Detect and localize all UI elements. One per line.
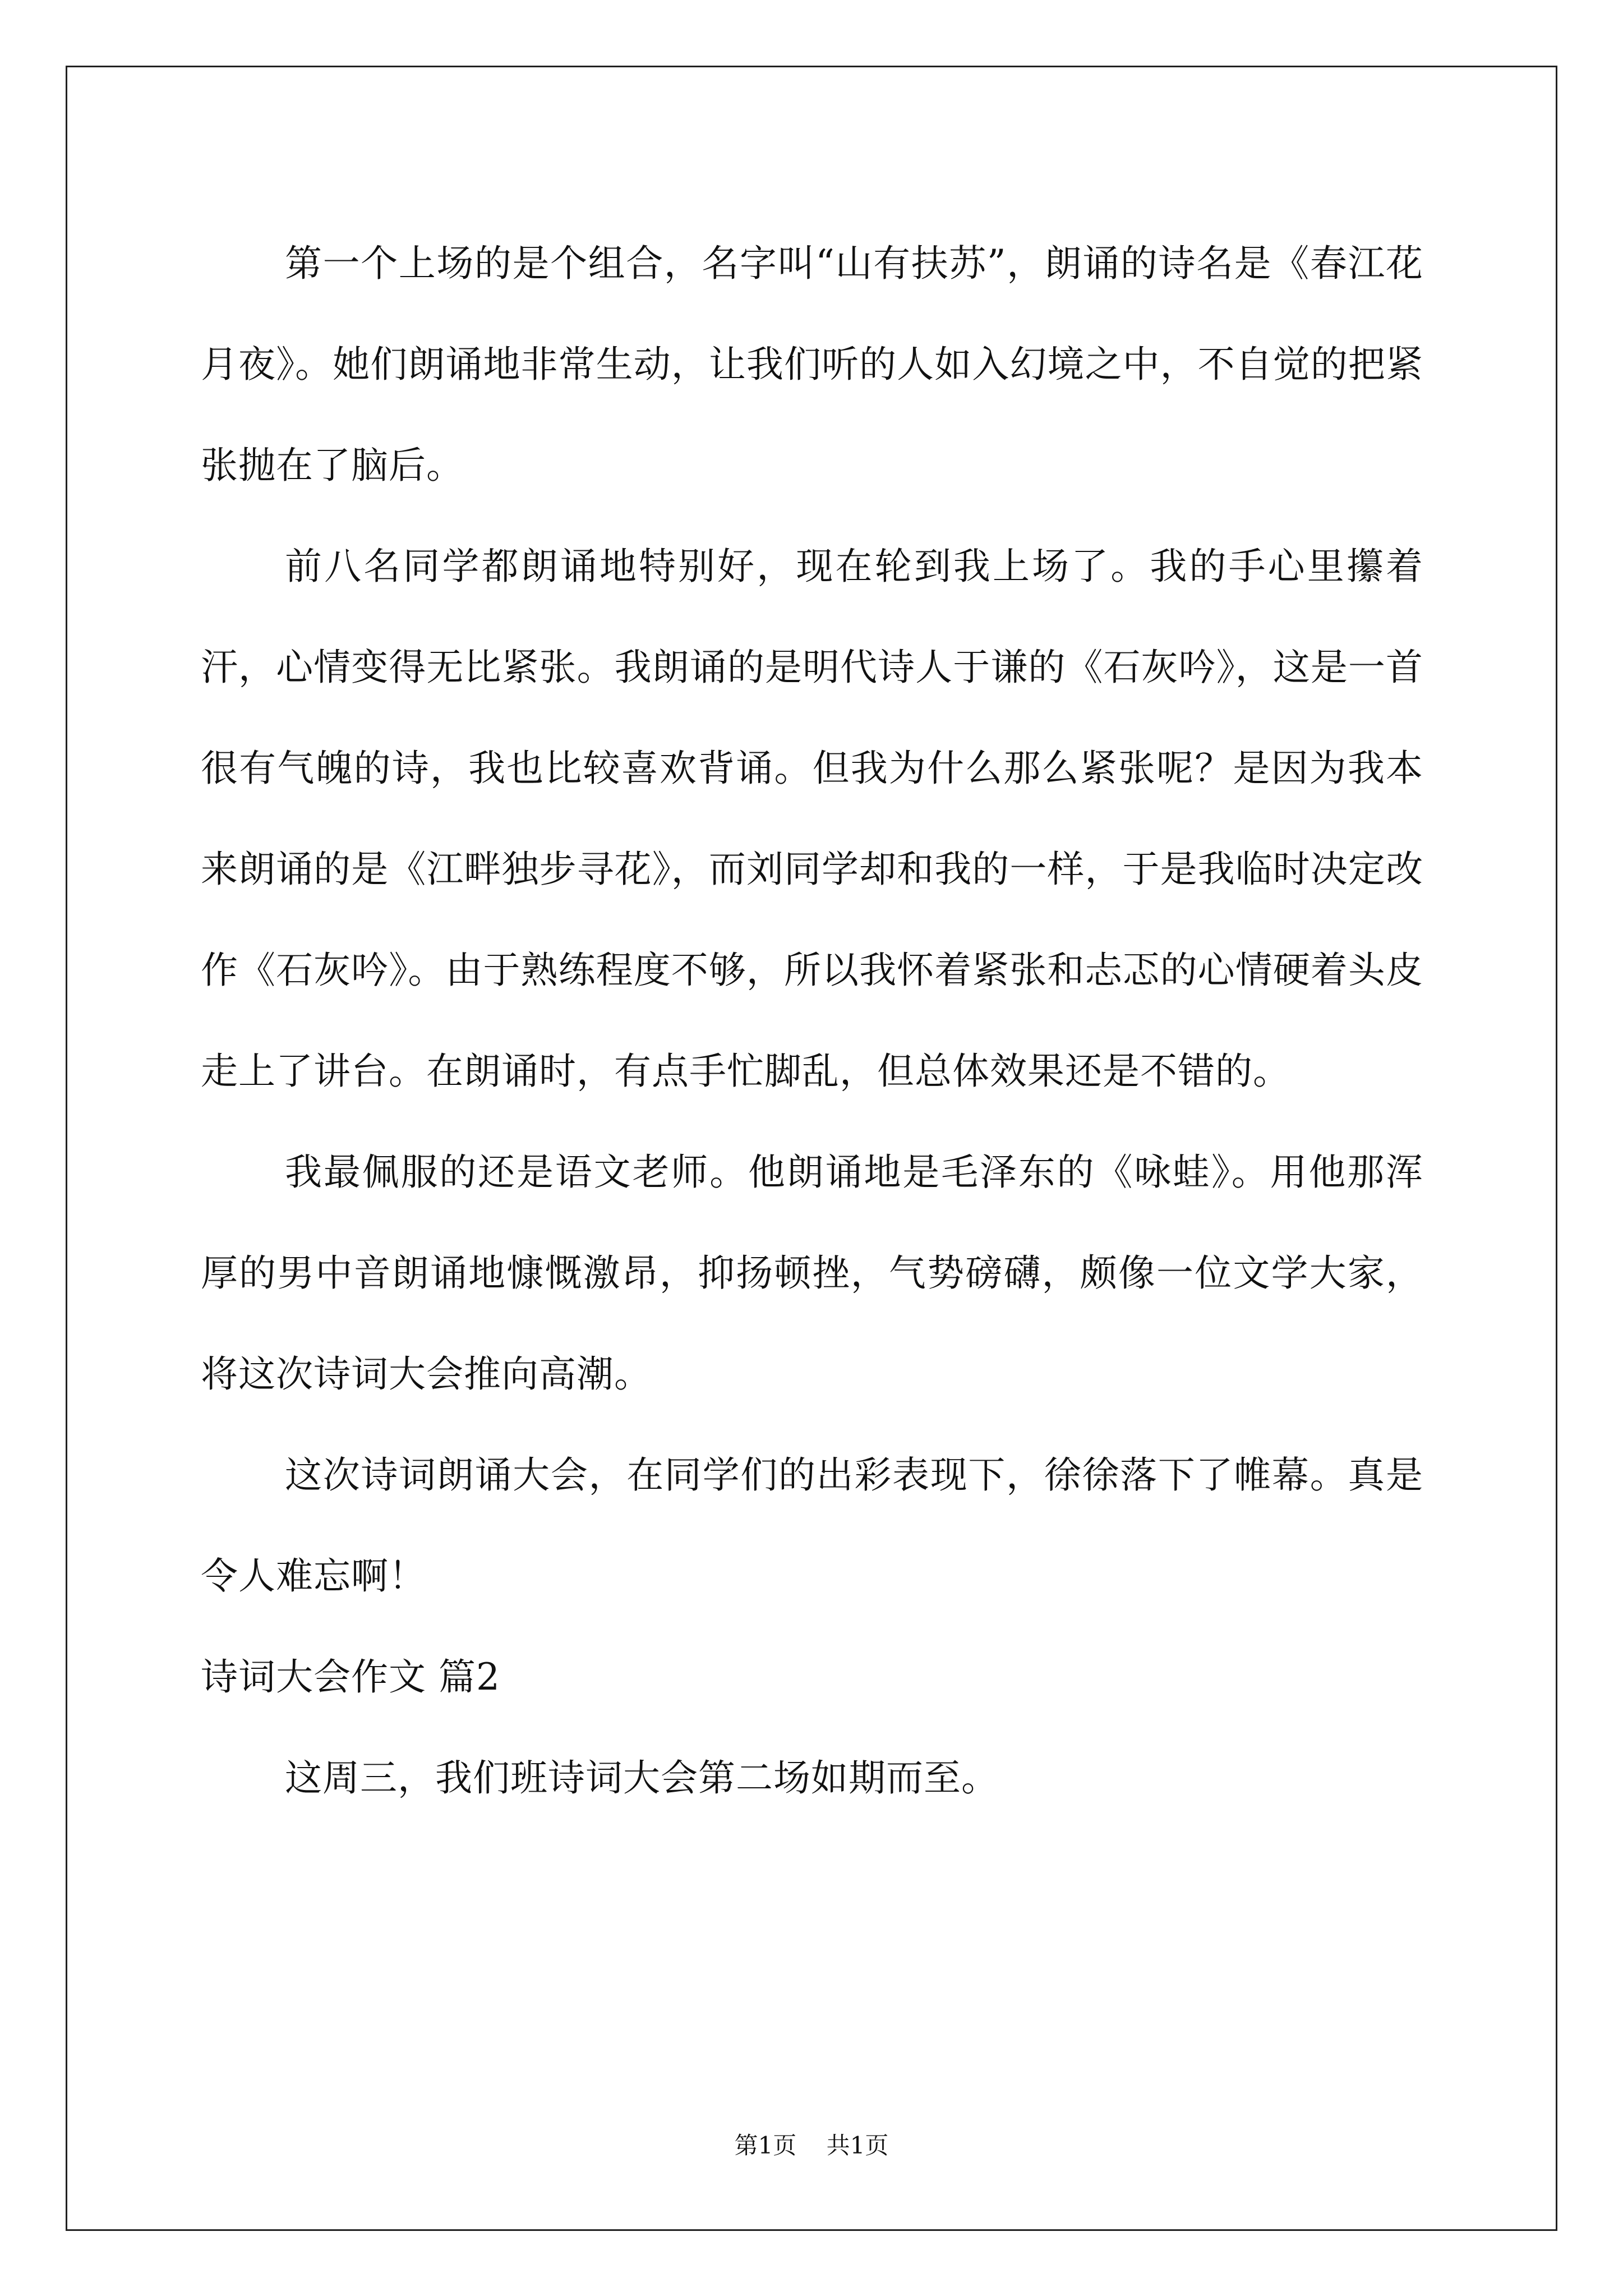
section-heading: 诗词大会作文 篇2 <box>201 1655 500 1699</box>
page-footer <box>0 2129 1623 2162</box>
paragraph-3: 我最佩服的还是语文老师。他朗诵地是毛泽东的《咏蛙》。用他那浑厚的男中音朗诵地慷慨激昂，抑扬顿挫，气势磅礴，颇像一位文学大家，将这次诗词大会推向高潮。 <box>201 1151 1423 1396</box>
paragraph-1: 第一个上场的是个组合，名字叫“山有扶苏”，朗诵的诗名是《春江花月夜》。她们朗诵地非常生动，让我们听的人如入幻境之中，不自觉的把紧张抛在了脑后。 <box>201 242 1423 487</box>
page-number-total: 共1页 <box>826 2132 889 2159</box>
paragraph-2: 前八名同学都朗诵地特别好，现在轮到我上场了。我的手心里攥着汗，心情变得无比紧张。我朗诵的是明代诗人于谦的《石灰吟》，这是一首很有气魄的诗，我也比较喜欢背诵。但我为什么那么紧张呢？是因为我本来朗诵的是《江畔独步寻花》，而刘同学却和我的一样，于是我临时决定改作《石灰吟》。由于熟练程度不够，所以我怀着紧张和忐忑的心情硬着头皮走上了讲台。在朗诵时，有点手忙脚乱，但总体效果还是不错的。 <box>201 545 1423 1093</box>
paragraph-4: 这次诗词朗诵大会，在同学们的出彩表现下，徐徐落下了帷幕。真是令人难忘啊！ <box>201 1453 1423 1598</box>
document-body <box>201 213 1423 1829</box>
paragraph-5: 这周三，我们班诗词大会第二场如期而至。 <box>285 1756 999 1800</box>
page-number-current: 第1页 <box>734 2132 797 2159</box>
